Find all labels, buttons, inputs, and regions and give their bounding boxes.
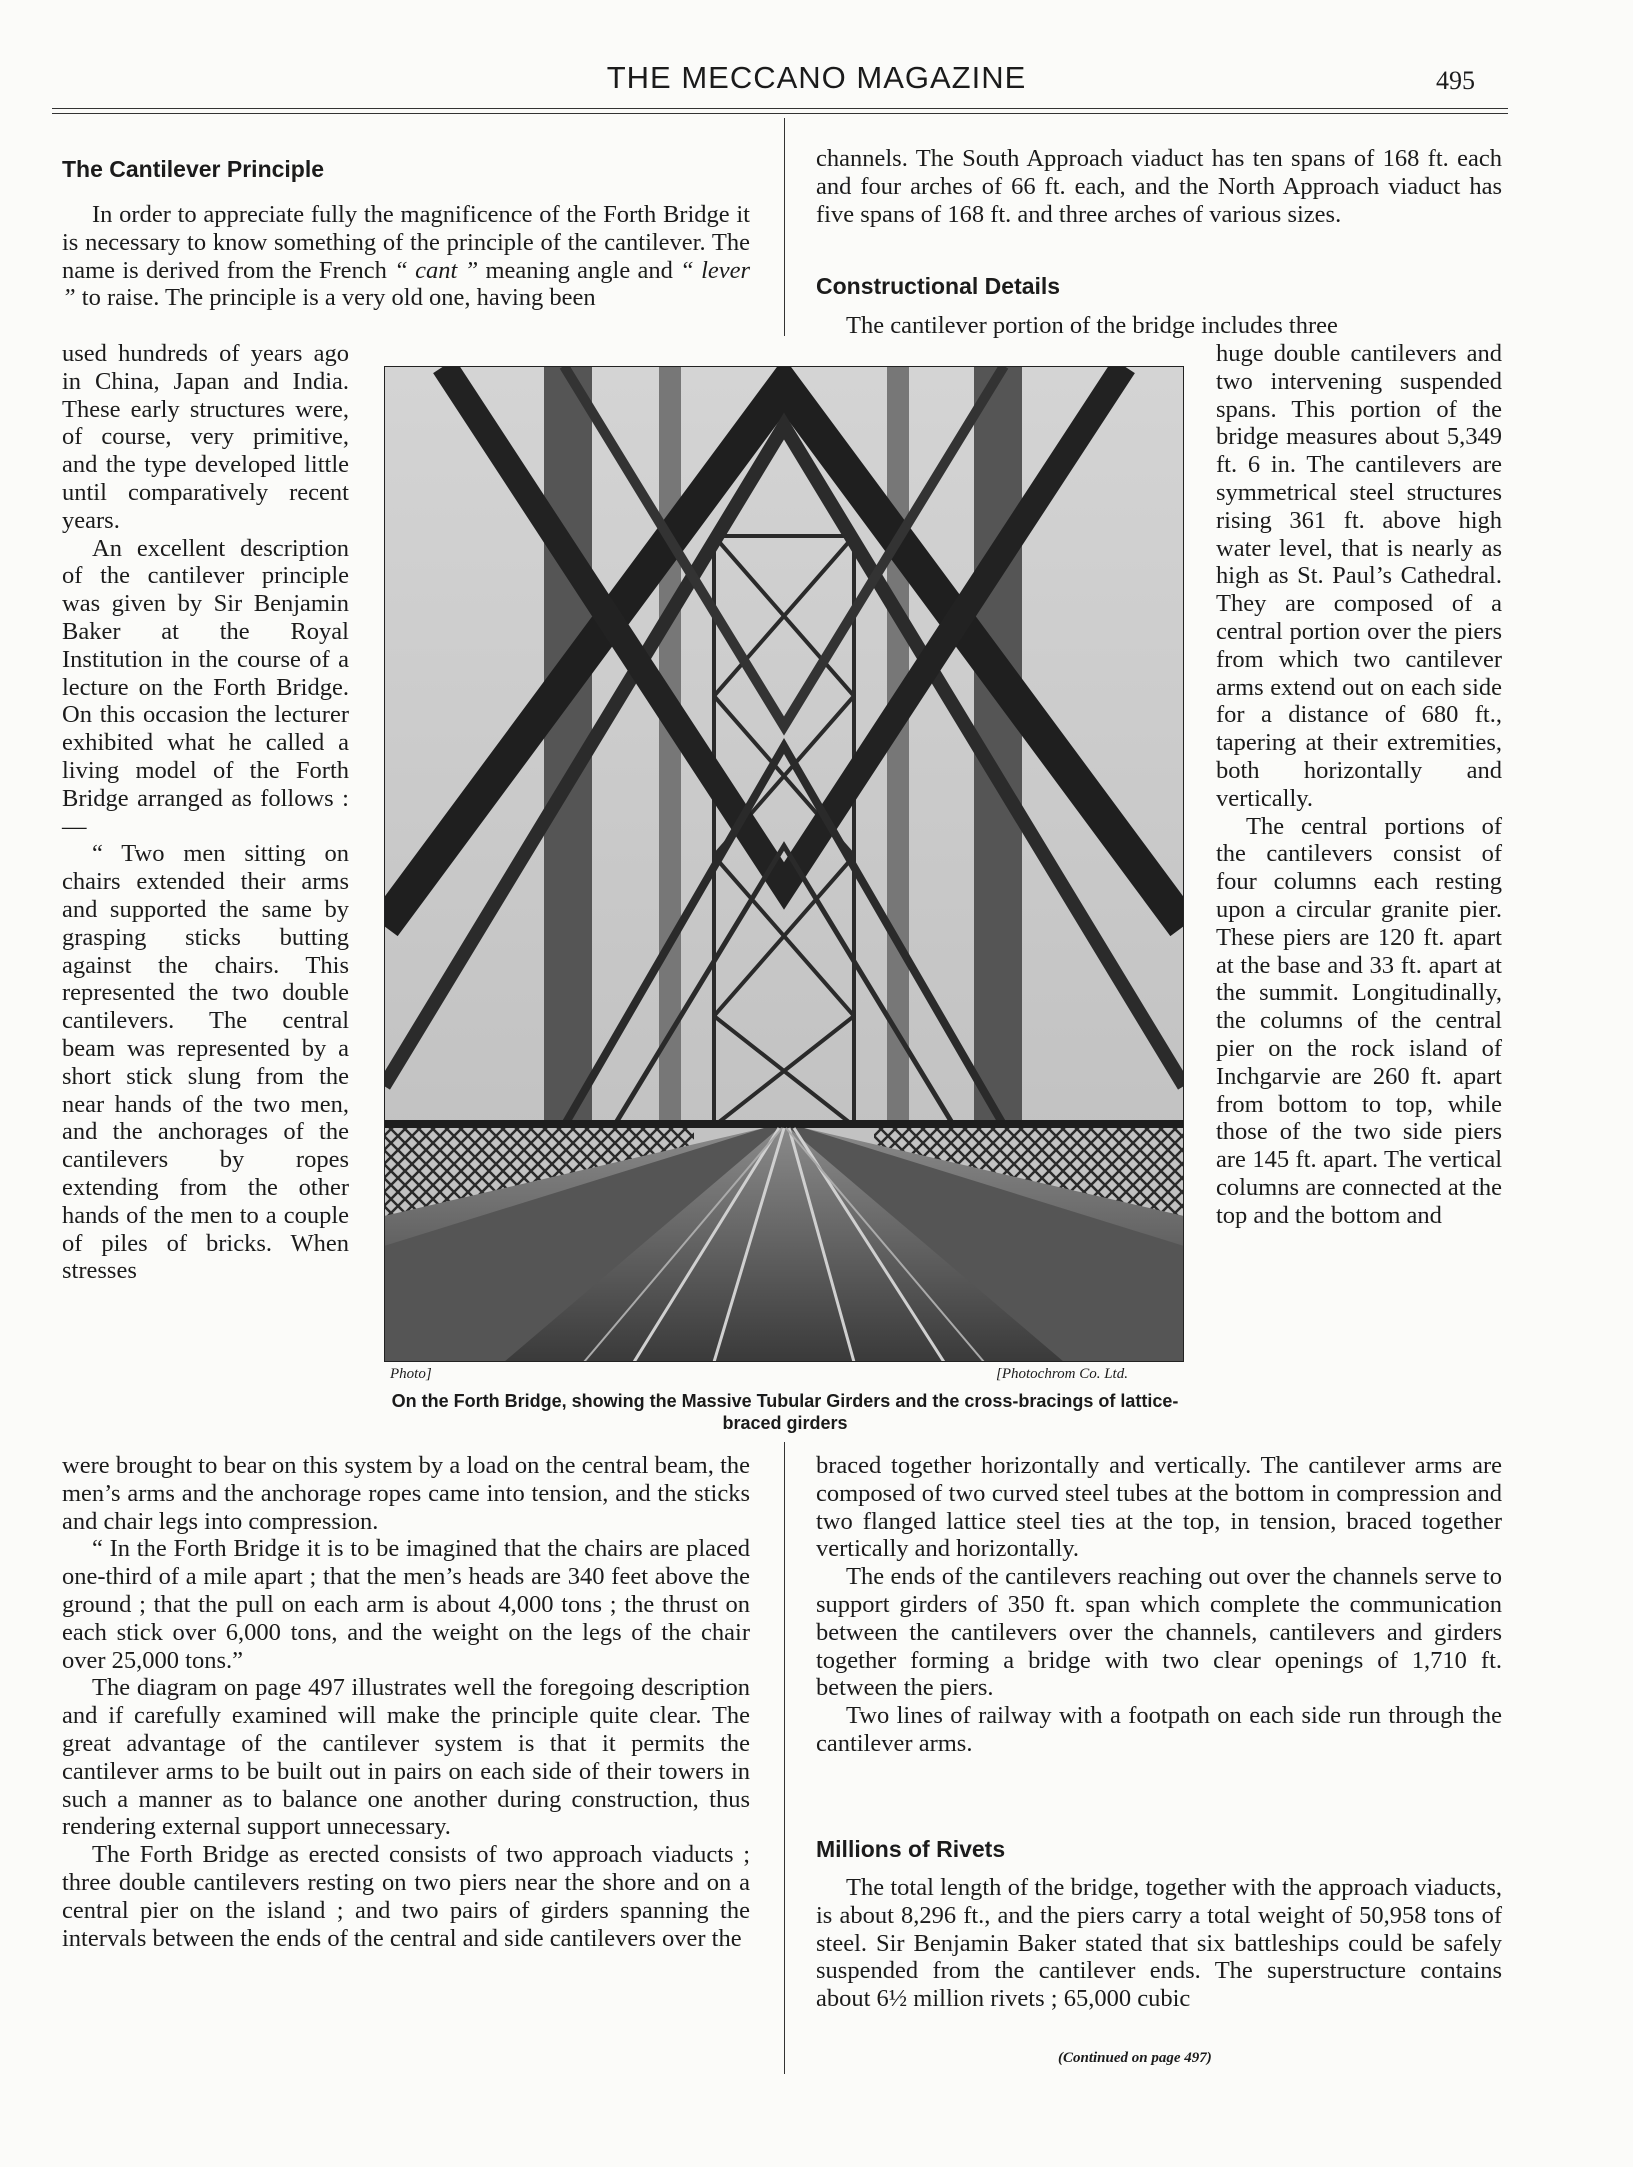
paragraph-early-structures: used hundreds of years ago in China, Japan and India. These early structures were, of course, very primitive, and the type developed little until comparatively recent years. — [62, 340, 349, 534]
paragraph-central-portions: The central portions of the cantilevers consist of four columns each resting upon a circular granite pier. These piers are 120 ft. apart at the base and 33 ft. apart at the summit. Longitudinally, the columns of the central pier on the rock island of Inchgarvie are 260 ft. apart from bottom to top, while those of the two side piers are 145 ft. apart. The vertical columns are connected at the top and the bottom and — [1216, 812, 1502, 1229]
paragraph-diagram: The diagram on page 497 illustrates well the foregoing description and if carefully examined will make the principle quite clear. The great advantage of the cantilever system is that it permits the cantilever arms to be built out in pairs on each side of their towers in such a manner as to balance one another during construction, thus rendering external support unnecessary. — [62, 1674, 750, 1841]
left-narrow-column — [62, 340, 349, 1285]
term-lever: “ lever ” — [62, 256, 751, 312]
intro-text-start: In order to appreciate fully the magnificence of the Forth Bridge it is necessary to know something of the principle of the cantilever. The name is derived from the French — [62, 201, 750, 284]
bridge-photo-illustration — [384, 366, 1184, 1362]
photo-credit-left: Photo] — [390, 1366, 432, 1382]
right-cd-first-line — [816, 312, 1502, 340]
column-divider-lower — [784, 1442, 785, 2074]
intro-text-mid: meaning angle and — [485, 256, 673, 284]
right-rivets-text — [816, 1874, 1502, 2013]
paragraph-total-length: The total length of the bridge, together with the approach viaducts, is about 8,296 ft., and the piers carry a total weight of 50,958 tons of steel. Sir Benjamin Baker stated that six battleships could be safely suspended from the cantilever ends. The superstructure contains about 6½ million rivets ; 65,000 cubic — [816, 1874, 1502, 2013]
photo-credit-right: [Photochrom Co. Ltd. — [996, 1366, 1128, 1382]
right-narrow-column — [1216, 340, 1502, 1230]
continued-note: (Continued on page 497) — [1058, 2050, 1212, 2066]
term-cant: “ cant ” — [394, 256, 479, 284]
figure-caption: On the Forth Bridge, showing the Massive Tubular Girders and the cross-bracings of lattice-braced girders — [391, 1391, 1179, 1433]
paragraph-approach-viaducts: channels. The South Approach viaduct has ten spans of 168 ft. each and four arches of 66 ft. each, and the North Approach viaduct has five spans of 168 ft. and three arches of various sizes. — [816, 145, 1502, 228]
header-rule — [52, 108, 1508, 109]
header-rule-2 — [52, 113, 1508, 114]
intro-text-end: to raise. The principle is a very old one, having been — [81, 284, 596, 312]
paragraph-cantilever-ends: The ends of the cantilevers reaching out over the channels serve to support girders of 350 ft. span which complete the communication between the cantilevers over the channels, cantilevers and girders together forming a bridge with two clear openings of 1,710 ft. between the piers. — [816, 1563, 1502, 1702]
page-number: 495 — [1436, 66, 1475, 95]
forth-bridge-photograph — [384, 366, 1184, 1362]
left-intro-paragraph — [62, 201, 750, 312]
paragraph-forth-imagined: “ In the Forth Bridge it is to be imagined that the chairs are placed one-third of a mile apart ; that the men’s heads are 340 feet above the ground ; that the pull on each arm is about 4,000 tons ; the thrust on each stick over 6,000 tons, and the weight on the legs of the chair over 25,000 tons.” — [62, 1535, 750, 1674]
paragraph-braced-together: braced together horizontally and vertically. The cantilever arms are composed of two curved steel tubes at the bottom in compression and two flanged lattice steel ties at the top, in tension, braced together vertically and horizontally. — [816, 1452, 1502, 1563]
paragraph-as-erected: The Forth Bridge as erected consists of two approach viaducts ; three double cantilevers resting on two piers near the shore and on a central pier on the island ; and two pairs of girders spanning the intervals between the ends of the central and side cantilevers over the — [62, 1841, 750, 1952]
column-divider — [784, 118, 785, 336]
left-bottom-text — [62, 1452, 750, 1952]
paragraph-baker-lecture: An excellent description of the cantilever principle was given by Sir Benjamin Baker at the Royal Institution in the course of a lecture on the Forth Bridge. On this occasion the lecturer exhibited what he called a living model of the Forth Bridge arranged as follows :— — [62, 534, 349, 840]
page-header-title: THE MECCANO MAGAZINE — [606, 60, 1027, 95]
paragraph-two-men: “ Two men sitting on chairs extended their arms and supported the same by grasping sticks butting against the chairs. This represented the two double cantilevers. The central beam was represented by a short stick slung from the near hands of the two men, and the anchorages of the cantilevers by ropes extending from the other hands of the men to a couple of piles of bricks. When stresses — [62, 840, 349, 1285]
right-bottom-text — [816, 1452, 1502, 1758]
paragraph-stresses: were brought to bear on this system by a load on the central beam, the men’s arms and the anchorage ropes came into tension, and the sticks and chair legs into compression. — [62, 1452, 750, 1535]
right-top-text — [816, 145, 1502, 228]
section-heading-millions-of-rivets: Millions of Rivets — [816, 1836, 1006, 1862]
paragraph-two-lines-railway: Two lines of railway with a footpath on each side run through the cantilever arms. — [816, 1702, 1502, 1757]
paragraph-huge-cantilevers: huge double cantilevers and two intervening suspended spans. This portion of the bridge measures about 5,349 ft. 6 in. The cantilevers are symmetrical steel structures rising 361 ft. above high water level, that is nearly as high as St. Paul’s Cathedral. They are composed of a central portion over the piers from which two cantilever arms extend out on each side for a distance of 680 ft., tapering at their extremities, both horizontally and vertically. — [1216, 340, 1502, 812]
section-heading-constructional-details: Constructional Details — [816, 273, 1061, 299]
section-heading-cantilever-principle: The Cantilever Principle — [62, 156, 325, 182]
paragraph-cantilever-portion: The cantilever portion of the bridge includes three — [846, 312, 1338, 339]
